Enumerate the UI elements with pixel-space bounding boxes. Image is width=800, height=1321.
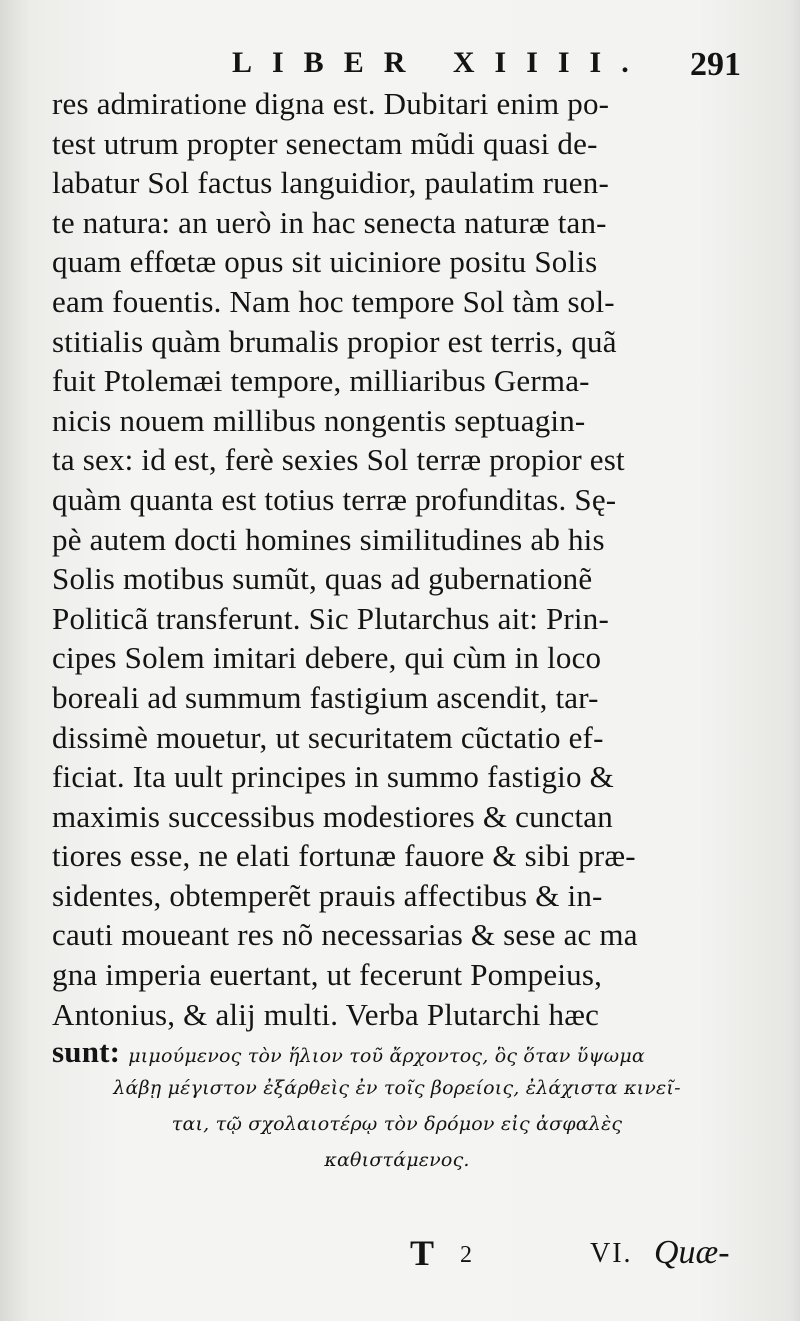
signature-number: 2 <box>460 1242 472 1268</box>
text-line: cipes Solem imitari debere, qui cùm in loco <box>52 640 602 676</box>
body-text <box>52 84 772 1178</box>
signature-mark: T <box>410 1233 435 1273</box>
text-line: dissimè mouetur, ut securitatem cũctatio ef- <box>52 719 604 755</box>
text-line: sidentes, obtemperẽt prauis affectibus & in- <box>52 877 603 913</box>
text-line: Solis motibus sumũt, quas ad gubernationẽ <box>52 561 593 597</box>
page-header <box>0 40 800 90</box>
text-line: ficiat. Ita uult principes in summo fastigio & <box>52 759 614 795</box>
text-line: eam fouentis. Nam hoc tempore Sol tàm sol- <box>52 283 615 319</box>
text-line: test utrum propter senectam mũdi quasi de- <box>52 125 598 161</box>
greek-quote-line: λάβῃ μέγιστον ἐξάρθεὶς ἐν τοῖς βορείοις, ἐλάχιστα κινεῖ- <box>113 1077 681 1100</box>
text-line: boreali ad summum fastigium ascendit, tar- <box>52 679 599 715</box>
running-title: LIBER XIIII. <box>232 46 649 79</box>
page-number: 291 <box>690 46 741 83</box>
greek-quote-line: ται, τῷ σχολαιοτέρῳ τὸν δρόμον εἰς ἀσφαλὲς <box>171 1113 623 1136</box>
text-line: Politicã transferunt. Sic Plutarchus ait: Prin- <box>52 600 609 636</box>
greek-quote-line <box>52 1034 772 1070</box>
text-line: quam effœtæ opus sit uiciniore positu Solis <box>52 244 598 280</box>
greek-text: μιμούμενος τὸν ἥλιον τοῦ ἄρχοντος, ὃς ὅταν ὕψωμα <box>128 1045 645 1068</box>
text-line: fuit Ptolemæi tempore, milliaribus Germa- <box>52 363 590 399</box>
text-line: labatur Sol factus languidior, paulatim ruen- <box>52 165 609 201</box>
text-line: gna imperia euertant, ut fecerunt Pompeius, <box>52 957 603 993</box>
greek-quote-line: καθιστάμενος. <box>324 1149 470 1172</box>
text-line: Antonius, & alij multi. Verba Plutarchi hæc <box>52 996 600 1032</box>
gathering-mark: VI. <box>590 1238 633 1269</box>
text-line: cauti moueant res nõ necessarias & sese ac ma <box>52 917 638 953</box>
page-footer <box>0 1232 800 1282</box>
text-line: quàm quanta est totius terræ profunditas. Sę- <box>52 481 617 517</box>
text-line: te natura: an uerò in hac senecta naturæ tan- <box>52 204 607 240</box>
text-line: res admiratione digna est. Dubitari enim po- <box>52 86 610 121</box>
catchword: Quæ- <box>654 1234 730 1271</box>
text-line: nicis nouem millibus nongentis septuagin- <box>52 402 586 438</box>
text-line: stitialis quàm brumalis propior est terris, quã <box>52 323 617 359</box>
text-line: pè autem docti homines similitudines ab his <box>52 521 605 557</box>
greek-lead-word: sunt: <box>52 1034 121 1070</box>
text-line: maximis successibus modestiores & cunctan <box>52 798 613 834</box>
text-line: ta sex: id est, ferè sexies Sol terræ propior est <box>52 442 625 478</box>
text-line: tiores esse, ne elati fortunæ fauore & sibi præ- <box>52 838 636 874</box>
